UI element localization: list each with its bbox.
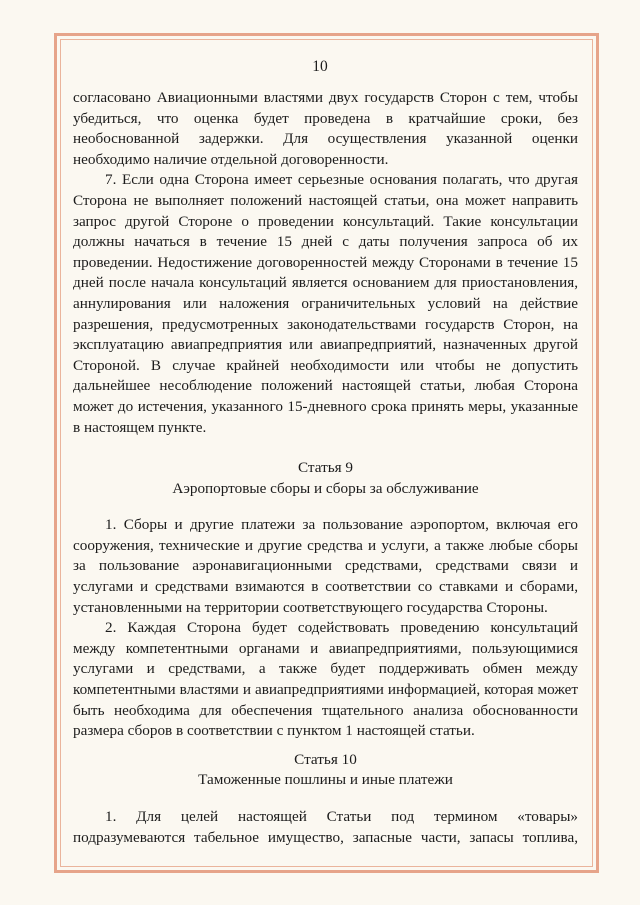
article-9-number: Статья 9: [297, 459, 354, 477]
page-number: 10: [312, 58, 328, 75]
document-body: [73, 88, 578, 848]
article-9-paragraph-1: 1. Сборы и другие платежи за пользование аэропортом, включая его сооружения, технические и другие средства и услуги, а также любые сборы за пользование аэронавигационными средствами, средствами связи и услугами и средствами взимаются в соответствии со ставками и сборами, установленными на территории соответствующего государства Стороны.: [73, 516, 578, 616]
intro-paragraph: согласовано Авиационными властями двух государств Сторон с тем, чтобы убедиться, что оценка будет проведена в кратчайшие сроки, без необоснованной задержки. Для осуществления указанной оценки необходимо наличие отдельной договоренности.: [73, 89, 578, 168]
article-10-title: Таможенные пошлины и иные платежи: [198, 771, 453, 789]
article-10-paragraph-1: 1. Для целей настоящей Статьи под термином «товары» подразумеваются табельное имущество, запасные части, запасы топлива,: [73, 808, 578, 846]
article-10-number: Статья 10: [294, 750, 357, 768]
article-9-paragraph-2: 2. Каждая Сторона будет содействовать проведению консультаций между компетентными органами и авиапредприятиями, пользующимися услугами и средствами, а также будет поддерживать обмен между компетентными властями и авиапредприятиями информацией, которая может быть необходима для обеспечения тщательного анализа обоснованности размера сборов в соответствии с пунктом 1 настоящей статьи.: [73, 619, 578, 740]
article-9-title: Аэропортовые сборы и сборы за обслуживание: [172, 479, 479, 497]
item-7-paragraph: 7. Если одна Сторона имеет серьезные основания полагать, что другая Сторона не выполняет положений настоящей статьи, она может направить запрос другой Стороне о проведении консультаций. Такие консультации должны начаться в течение 15 дней с даты получения запроса об их проведении. Недостижение договоренностей между Сторонами в течение 15 дней после начала консультаций является основанием для приостановления, аннулирования или наложения ограничительных условий на действие разрешения, предусмотренных законодательствами государств Сторон, на эксплуатацию авиапредприятия или авиапредприятий, назначенных другой Стороной. В случае крайней необходимости или чтобы не допустить дальнейшее несоблюдение положений настоящей статьи, любая Сторона может до истечения, указанного 15-дневного срока принять меры, указанные в настоящем пункте.: [73, 171, 578, 436]
